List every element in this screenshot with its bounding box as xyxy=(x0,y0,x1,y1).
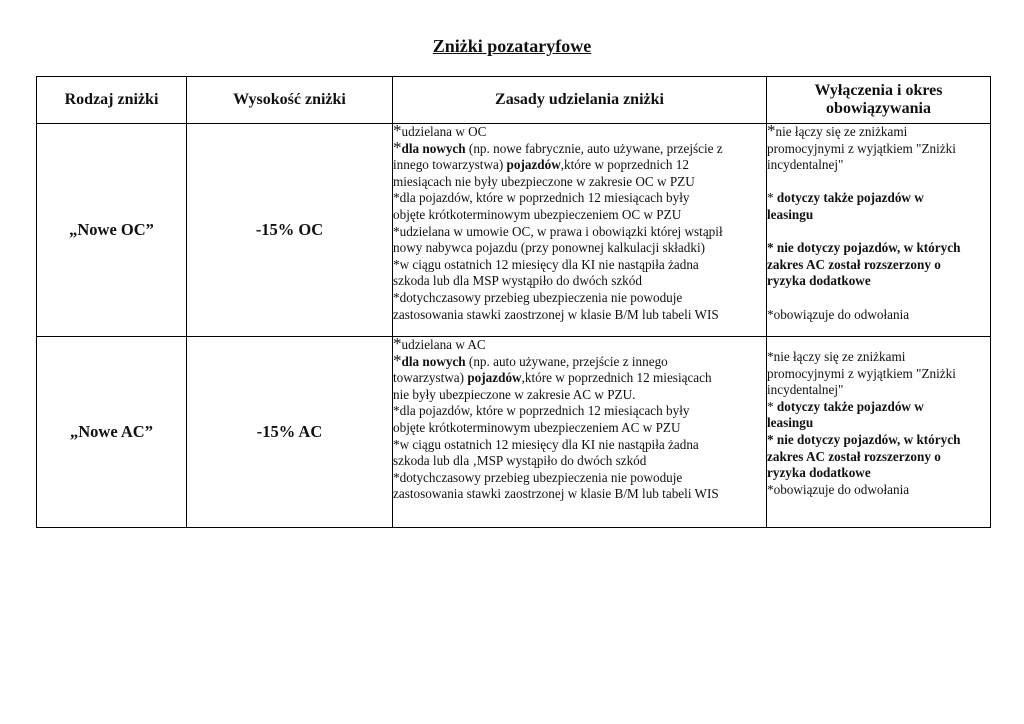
rule-line: *w ciągu ostatnich 12 miesięcy dla KI nie nastąpiła żadna xyxy=(393,436,699,452)
exclusion-line: zakres AC został rozszerzony o xyxy=(767,448,941,464)
exclusion-line: leasingu xyxy=(767,206,814,222)
rule-line: objęte krótkoterminowym ubezpieczeniem OC w PZU xyxy=(393,206,682,222)
rule-line: *udzielana w OC xyxy=(393,121,487,140)
discount-amount: -15% AC xyxy=(187,337,393,528)
rule-line: miesiącach nie były ubezpieczone w zakresie OC w PZU xyxy=(393,173,695,189)
table-row-nowe-oc xyxy=(37,124,991,337)
rule-line: zastosowania stawki zaostrzonej w klasie B/M lub tabeli WIS xyxy=(393,306,719,322)
rule-line: *dotychczasowy przebieg ubezpieczenia nie powoduje xyxy=(393,289,683,305)
discount-amount: -15% OC xyxy=(187,124,393,337)
header-discount-type: Rodzaj zniżki xyxy=(37,77,187,124)
discount-exclusions xyxy=(767,337,991,528)
discount-exclusions xyxy=(767,121,991,337)
rule-line: *udzielana w umowie OC, w prawa i obowiązki której wstąpił xyxy=(393,223,723,239)
rule-line: nie były ubezpieczone w zakresie AC w PZU. xyxy=(393,386,636,402)
exclusion-line: * dotyczy także pojazdów w xyxy=(767,190,924,206)
exclusion-line: zakres AC został rozszerzony o xyxy=(767,256,941,272)
rule-line: zastosowania stawki zaostrzonej w klasie B/M lub tabeli WIS xyxy=(393,486,719,502)
rule-line: *dla pojazdów, które w poprzednich 12 miesiącach były xyxy=(393,190,690,206)
rule-line: *dotychczasowy przebieg ubezpieczenia nie powoduje xyxy=(393,469,683,485)
rule-line: *dla pojazdów, które w poprzednich 12 miesiącach były xyxy=(393,403,690,419)
exclusion-line: * dotyczy także pojazdów w xyxy=(767,398,924,414)
rule-line: towarzystwa) pojazdów,które w poprzednich 12 miesiącach xyxy=(393,370,712,386)
rule-line: szkoda lub dla ‚MSP wystąpiło do dwóch szkód xyxy=(393,453,647,469)
rule-line: szkoda lub dla MSP wystąpiło do dwóch szkód xyxy=(393,273,642,289)
header-discount-amount: Wysokość zniżki xyxy=(187,77,393,124)
exclusion-line: ryzyka dodatkowe xyxy=(767,273,871,289)
exclusion-line: *obowiązuje do odwołania xyxy=(767,306,910,322)
exclusion-line: ryzyka dodatkowe xyxy=(767,465,871,481)
exclusion-line: incydentalnej" xyxy=(767,382,844,398)
exclusion-line: *nie łączy się ze zniżkami xyxy=(767,121,908,140)
discounts-table xyxy=(36,76,991,528)
discount-rules xyxy=(393,334,767,528)
exclusion-line: *obowiązuje do odwołania xyxy=(767,481,910,497)
discount-name: „Nowe AC” xyxy=(37,337,187,528)
rule-line: objęte krótkoterminowym ubezpieczeniem AC w PZU xyxy=(393,419,681,435)
rule-line: innego towarzystwa) pojazdów,które w poprzednich 12 xyxy=(393,157,689,173)
rule-line: nowy nabywca pojazdu (przy ponownej kalkulacji składki) xyxy=(393,240,706,256)
exclusion-line: *nie łączy się ze zniżkami xyxy=(767,349,906,364)
rule-line: *w ciągu ostatnich 12 miesięcy dla KI nie nastąpiła żadna xyxy=(393,256,699,272)
exclusion-line: leasingu xyxy=(767,415,814,431)
exclusion-line: * nie dotyczy pojazdów, w których xyxy=(767,240,961,256)
exclusion-line: promocyjnymi z wyjątkiem "Zniżki xyxy=(767,140,956,156)
discount-name: „Nowe OC” xyxy=(37,124,187,337)
rule-line: *udzielana w AC xyxy=(393,334,486,353)
table-row-nowe-ac xyxy=(37,337,991,528)
exclusion-line: * nie dotyczy pojazdów, w których xyxy=(767,431,961,447)
document-title: Zniżki pozataryfowe xyxy=(432,36,592,56)
rule-line: *dla nowych (np. auto używane, przejście z innego xyxy=(393,350,668,370)
header-exclusions: Wyłączenia i okres obowiązywania xyxy=(767,77,991,124)
header-discount-rules: Zasady udzielania zniżki xyxy=(393,77,767,124)
table-header-row xyxy=(37,77,991,124)
discount-rules xyxy=(393,121,767,337)
rule-line: *dla nowych (np. nowe fabrycznie, auto używane, przejście z xyxy=(393,137,723,157)
exclusion-line: incydentalnej" xyxy=(767,157,844,173)
exclusion-line: promocyjnymi z wyjątkiem "Zniżki xyxy=(767,365,956,381)
